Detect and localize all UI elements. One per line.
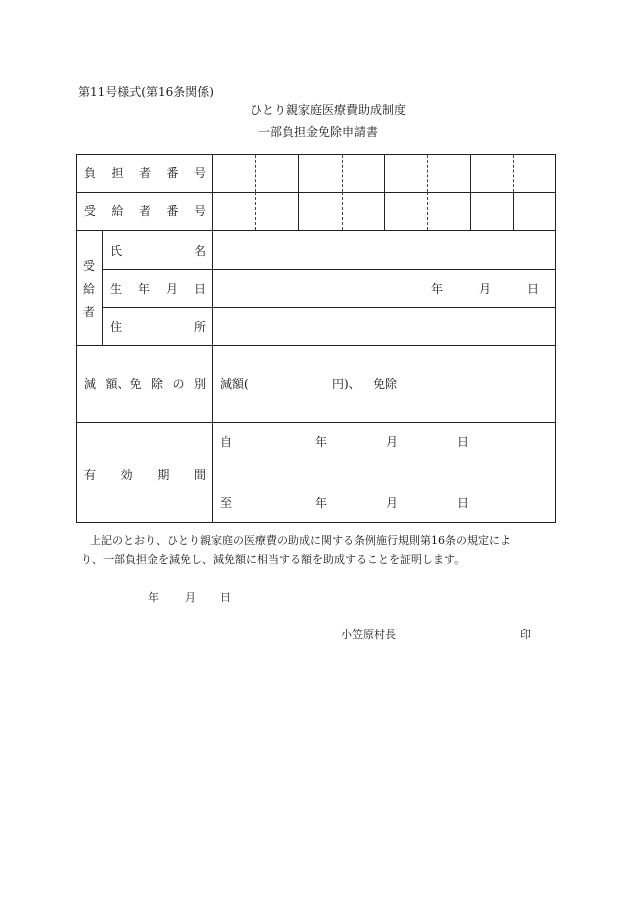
date-month-unit: 月 [185,591,196,604]
validity-period-label: 有 効 期 間 [84,468,206,482]
from-day-unit: 日 [457,435,470,449]
recipient-column-divider [102,230,103,345]
recipient-label-char: 者 [83,305,96,319]
reduction-amount-close: 円)、 [332,377,361,391]
name-label: 氏 名 [110,244,206,258]
to-label: 至 [220,496,233,510]
birth-month-unit: 月 [479,282,492,296]
birth-day-unit: 日 [527,282,540,296]
reduction-amount-open: 減額( [220,377,249,391]
row-divider [77,230,555,231]
birth-year-unit: 年 [431,282,444,296]
recipient-label-char: 受 [83,259,96,273]
date-day-unit: 日 [220,591,231,604]
row-divider [77,345,555,346]
to-day-unit: 日 [457,496,470,510]
from-label: 自 [220,435,233,449]
address-label: 住 所 [110,320,206,334]
to-month-unit: 月 [386,496,399,510]
row-divider [102,307,555,308]
seal-mark: 印 [520,628,531,641]
signer-title: 小笠原村長 [341,628,396,641]
row-divider [77,422,555,423]
burden-number-label: 負 担 者 番 号 [84,166,206,180]
title-line-2: 一部負担金免除申請書 [258,125,379,139]
title-line-1: ひとり親家庭医療費助成制度 [250,103,407,117]
to-year-unit: 年 [315,496,328,510]
recipient-label-char: 給 [83,282,96,296]
date-year-unit: 年 [148,591,159,604]
from-month-unit: 月 [386,435,399,449]
statement-line-2: り、一部負担金を減免し、減免額に相当する額を助成することを証明します。 [81,553,466,566]
birthdate-label: 生 年 月 日 [110,282,206,296]
row-divider [102,269,555,270]
row-divider [77,192,555,193]
from-year-unit: 年 [315,435,328,449]
statement-line-1: 上記のとおり、ひとり親家庭の医療費の助成に関する条例施行規則第16条の規定によ [90,534,511,547]
label-column-divider [212,155,213,522]
reduction-type-label: 減 額、免 除 の 別 [84,377,206,391]
form-number: 第11号様式(第16条関係) [78,85,214,99]
recipient-number-label: 受 給 者 番 号 [84,204,206,218]
exemption-option: 免除 [373,377,398,391]
